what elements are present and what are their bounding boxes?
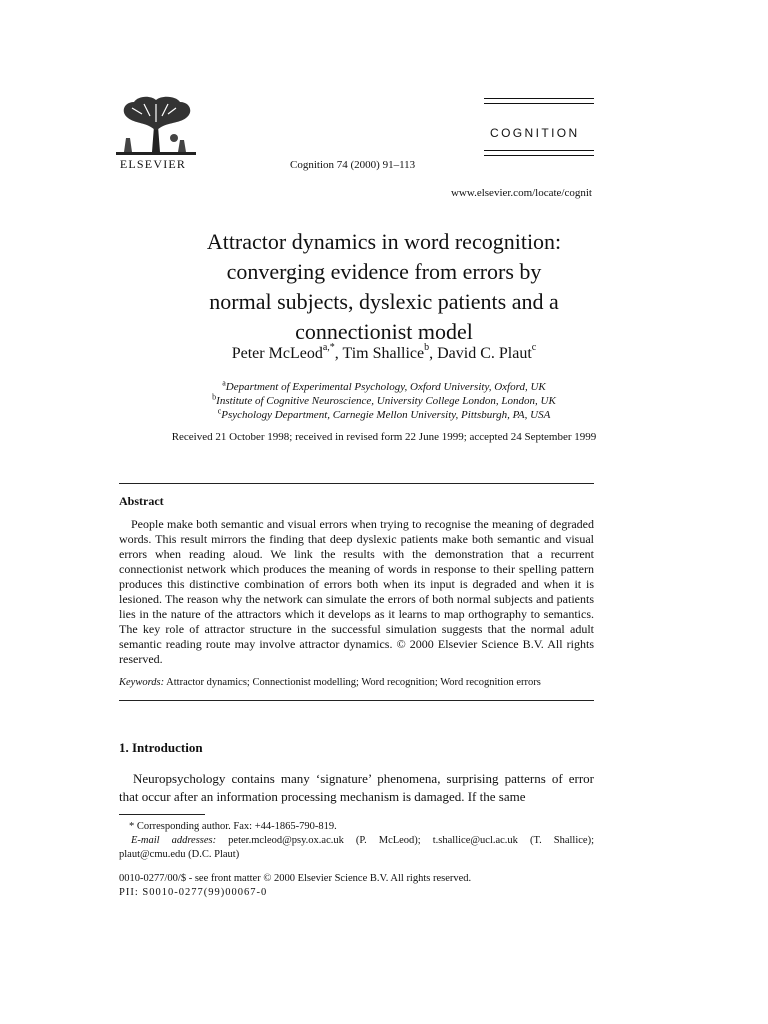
article-title — [100, 227, 668, 347]
author-separator: , — [334, 345, 343, 362]
affiliation-text: Department of Experimental Psychology, Oxford University, Oxford, UK — [225, 381, 546, 393]
author-list — [100, 341, 668, 363]
footnote-rule — [119, 814, 205, 815]
abstract-heading: Abstract — [119, 494, 164, 508]
section-heading: 1. Introduction — [119, 740, 203, 755]
journal-header-rule-top-2 — [484, 103, 594, 104]
keywords-label: Keywords: — [119, 677, 165, 688]
title-line: normal subjects, dyslexic patients and a — [209, 289, 559, 314]
affiliation-mark: a — [222, 378, 226, 388]
corresponding-author-note — [119, 820, 594, 834]
abstract-text: People make both semantic and visual errors when trying to recognise the meaning of degraded words. This result mirrors the finding that deep dyslexic patients make both semantic and visual errors when reading aloud. We link the results with the demonstration that a recurrent connectionist network which produces the meaning of words in response to their spelling pattern produces this distinctive combination of errors both when its input is degraded and when it is lesioned. The reason why the network can simulate the errors of both normal subjects and patients lies in the nature of the attractors which it develops as it learns to map orthography to semantics. The key role of attractor structure in the successful simulation suggests that the normal adult semantic reading route may involve attractor dynamics. © 2000 Elsevier Science B.V. All rights reserved. — [119, 517, 594, 666]
corresponding-author-text: * Corresponding author. Fax: +44-1865-790-819. — [129, 821, 337, 832]
author-separator: , — [429, 345, 438, 362]
author-name: Tim Shallice — [342, 345, 425, 362]
email-label: E-mail addresses: — [131, 835, 217, 846]
author-name: David C. Plaut — [437, 345, 532, 362]
received-dates: Received 21 October 1998; received in revised form 22 June 1999; accepted 24 September 1999 — [171, 431, 597, 443]
author-affiliation-mark: a,* — [322, 341, 335, 353]
affiliation-text: Institute of Cognitive Neuroscience, University College London, London, UK — [216, 395, 556, 407]
journal-header-rule-bottom — [484, 150, 594, 151]
affiliation-mark: b — [212, 392, 217, 402]
author-affiliation-mark: c — [531, 341, 537, 353]
affiliation-mark: c — [217, 406, 222, 416]
abstract-rule-top — [119, 483, 594, 484]
title-line: Attractor dynamics in word recognition: — [206, 229, 562, 254]
email-addresses-note — [119, 834, 594, 862]
journal-header-rule-bottom-2 — [484, 155, 594, 156]
author-affiliation-mark: b — [424, 341, 430, 353]
author-name: Peter McLeod — [231, 345, 323, 362]
publisher-logo-text: ELSEVIER — [119, 157, 187, 171]
affiliation — [100, 406, 668, 421]
journal-citation: Cognition 74 (2000) 91–113 — [290, 159, 416, 171]
journal-name: COGNITION — [490, 126, 580, 140]
journal-header-rule-top — [484, 98, 594, 99]
affiliation-text: Psychology Department, Carnegie Mellon University, Pittsburgh, PA, USA — [221, 409, 551, 421]
keywords — [119, 677, 594, 688]
pii-line: PII: S0010-0277(99)00067-0 — [119, 887, 268, 898]
journal-url[interactable]: www.elsevier.com/locate/cognit — [450, 187, 592, 199]
keywords-list: Attractor dynamics; Connectionist modelling; Word recognition; Word recognition errors — [166, 677, 541, 688]
title-line: connectionist model — [295, 319, 473, 344]
title-line: converging evidence from errors by — [226, 259, 542, 284]
copyright-line: 0010-0277/00/$ - see front matter © 2000 Elsevier Science B.V. All rights reserved. — [119, 873, 472, 884]
abstract-rule-bottom — [119, 700, 594, 701]
affiliation — [100, 378, 668, 393]
email-addresses[interactable]: peter.mcleod@psy.ox.ac.uk (P. McLeod); t.shallice@ucl.ac.uk (T. Shallice); plaut@cmu.edu (D.C. Plaut) — [119, 835, 594, 860]
affiliation — [100, 392, 668, 407]
introduction-text: Neuropsychology contains many ‘signature’ phenomena, surprising patterns of error that occur after an information processing mechanism is damaged. If the same — [119, 771, 594, 804]
